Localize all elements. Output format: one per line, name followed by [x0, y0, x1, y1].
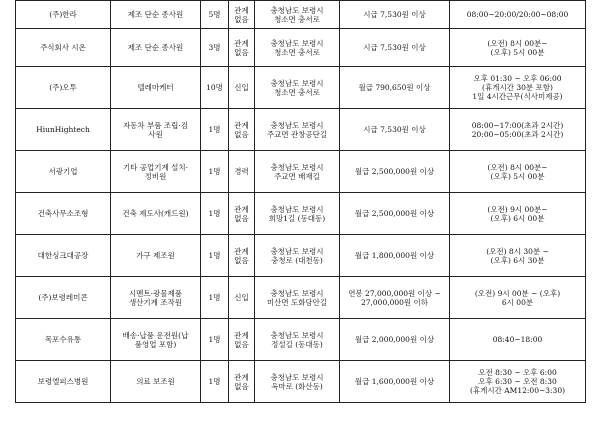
career-cell: 신입 [229, 67, 255, 109]
career-cell: 관계 없음 [229, 319, 255, 361]
table-row [16, 361, 586, 403]
company-cell: HiunHightech [16, 109, 111, 151]
hours-cell: (오전) 9시 00분 ~ (오후) 6시 00분 [450, 277, 586, 319]
table-row [16, 277, 586, 319]
location-cell: 충청남도 보령시 미산면 도화담안길 [255, 277, 340, 319]
salary-cell: 월급 1,600,000원 이상 [340, 361, 450, 403]
career-cell: 관계 없음 [229, 1, 255, 29]
company-cell: 서광기업 [16, 151, 111, 193]
salary-cell: 월급 2,500,000원 이상 [340, 193, 450, 235]
count-cell: 1명 [201, 319, 229, 361]
location-cell: 충청남도 보령시 옥마로 (화산동) [255, 361, 340, 403]
company-cell: (주)오투 [16, 67, 111, 109]
career-cell: 관계 없음 [229, 29, 255, 67]
count-cell: 3명 [201, 29, 229, 67]
job-cell: 제조 단순 종사원 [111, 29, 201, 67]
salary-cell: 월급 1,800,000원 이상 [340, 235, 450, 277]
job-cell: 텔레마케터 [111, 67, 201, 109]
table-row [16, 109, 586, 151]
career-cell: 관계 없음 [229, 109, 255, 151]
company-cell: (주)한라 [16, 1, 111, 29]
table-row [16, 151, 586, 193]
location-cell: 충청남도 보령시 주교면 배재길 [255, 151, 340, 193]
table-row [16, 1, 586, 29]
hours-cell: 오전 8:30 ~ 오후 6:00 오후 6:30 ~ 오전 8:30 (휴게시간 AM12:00~3:30) [450, 361, 586, 403]
salary-cell: 시급 7,530원 이상 [340, 109, 450, 151]
location-cell: 충청남도 보령시 희망1길 (동대동) [255, 193, 340, 235]
count-cell: 1명 [201, 109, 229, 151]
career-cell: 관계 없음 [229, 235, 255, 277]
salary-cell: 시급 7,530원 이상 [340, 1, 450, 29]
count-cell: 1명 [201, 277, 229, 319]
salary-cell: 월급 2,000,000원 이상 [340, 319, 450, 361]
count-cell: 1명 [201, 193, 229, 235]
company-cell: 보령엘피스병원 [16, 361, 111, 403]
career-cell: 관계 없음 [229, 361, 255, 403]
location-cell: 충청남도 보령시 청소면 충서로 [255, 1, 340, 29]
job-cell: 기타 공업기계 설치· 정비원 [111, 151, 201, 193]
salary-cell: 월급 790,650원 이상 [340, 67, 450, 109]
location-cell: 충청남도 보령시 주교면 관창공단길 [255, 109, 340, 151]
count-cell: 1명 [201, 235, 229, 277]
table-row [16, 29, 586, 67]
company-cell: 목포수유통 [16, 319, 111, 361]
company-cell: (주)보령레미콘 [16, 277, 111, 319]
company-cell: 건축사무소조형 [16, 193, 111, 235]
job-cell: 건축 제도사(캐드원) [111, 193, 201, 235]
job-listing-body [16, 1, 586, 403]
career-cell: 경력 [229, 151, 255, 193]
count-cell: 10명 [201, 67, 229, 109]
hours-cell: (오전) 8시 00분~ (오후) 5시 00분 [450, 29, 586, 67]
job-listing-table [15, 0, 586, 403]
location-cell: 충청남도 보령시 청소면 충서로 [255, 67, 340, 109]
job-cell: 가구 제조원 [111, 235, 201, 277]
table-row [16, 193, 586, 235]
hours-cell: 오후 01:30 ~ 오후 06:00 (휴게시간 30분 포함) 1일 4시간근무(식사미제공) [450, 67, 586, 109]
job-cell: 자동차 부품 조립·검 사원 [111, 109, 201, 151]
location-cell: 충청남도 보령시 청소면 충서로 [255, 29, 340, 67]
job-cell: 시멘트·광물제품 생산기계 조작원 [111, 277, 201, 319]
table-row [16, 319, 586, 361]
location-cell: 충청남도 보령시 충청로 (대천동) [255, 235, 340, 277]
hours-cell: 08:00~17:00(초과 2시간) 20:00~05:00(초과 2시간) [450, 109, 586, 151]
hours-cell: (오전) 8시 00분~ (오후) 5시 00분 [450, 151, 586, 193]
job-cell: 제조 단순 종사원 [111, 1, 201, 29]
hours-cell: 08:00~20:00/20:00~08:00 [450, 1, 586, 29]
hours-cell: 08:40~18:00 [450, 319, 586, 361]
count-cell: 5명 [201, 1, 229, 29]
hours-cell: (오전) 8시 30분 ~ (오후) 6시 30분 [450, 235, 586, 277]
company-cell: 주식회사 시온 [16, 29, 111, 67]
count-cell: 1명 [201, 151, 229, 193]
table-row [16, 235, 586, 277]
job-cell: 의료 보조원 [111, 361, 201, 403]
location-cell: 충청남도 보령시 정설길 (동대동) [255, 319, 340, 361]
salary-cell: 시급 7,530원 이상 [340, 29, 450, 67]
hours-cell: (오전) 9시 00분~ (오후) 6시 00분 [450, 193, 586, 235]
job-cell: 배송·납품 운전원(납 품영업 포함) [111, 319, 201, 361]
salary-cell: 월급 2,500,000원 이상 [340, 151, 450, 193]
career-cell: 신입 [229, 277, 255, 319]
count-cell: 1명 [201, 361, 229, 403]
table-row [16, 67, 586, 109]
career-cell: 관계 없음 [229, 193, 255, 235]
company-cell: 대한싱크대공장 [16, 235, 111, 277]
salary-cell: 연봉 27,000,000원 이상 ~ 27,000,000원 이하 [340, 277, 450, 319]
